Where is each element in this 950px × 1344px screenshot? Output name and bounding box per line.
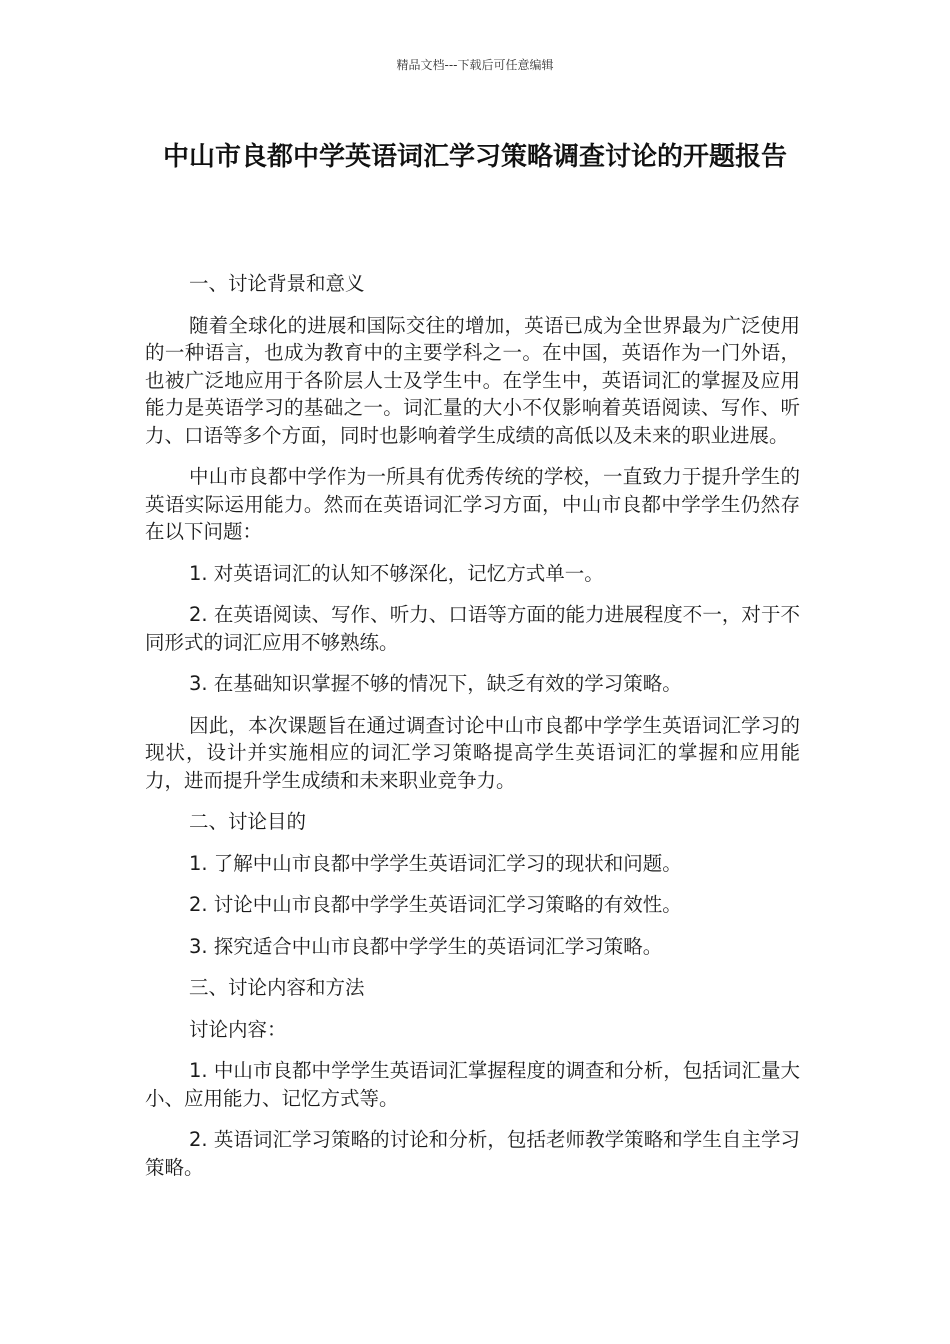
list-item: 2. 在英语阅读、写作、听力、口语等方面的能力进展程度不一，对于不同形式的词汇应用不够熟练。 (145, 603, 800, 654)
paragraph: 中山市良都中学作为一所具有优秀传统的学校，一直致力于提升学生的英语实际运用能力。然而在英语词汇学习方面，中山市良都中学学生仍然存在以下问题： (145, 465, 800, 543)
section-heading-background: 一、讨论背景和意义 (189, 272, 365, 295)
section-heading-content-method: 三、讨论内容和方法 (189, 976, 365, 999)
list-item: 1. 中山市良都中学学生英语词汇掌握程度的调查和分析，包括词汇量大小、应用能力、记忆方式等。 (145, 1059, 800, 1110)
list-item: 2. 讨论中山市良都中学学生英语词汇学习策略的有效性。 (189, 893, 682, 916)
document-body (145, 270, 800, 1181)
subheading-content: 讨论内容： (189, 1017, 287, 1041)
list-item: 1. 了解中山市良都中学学生英语词汇学习的现状和问题。 (189, 851, 682, 875)
section-heading-purpose: 二、讨论目的 (189, 810, 307, 833)
paragraph: 因此，本次课题旨在通过调查讨论中山市良都中学学生英语词汇学习的现状，设计并实施相应的词汇学习策略提高学生英语词汇的掌握和应用能力，进而提升学生成绩和未来职业竞争力。 (145, 713, 800, 792)
list-item: 1. 对英语词汇的认知不够深化，记忆方式单一。 (189, 561, 604, 585)
paragraph: 随着全球化的进展和国际交往的增加，英语已成为全世界最为广泛使用的一种语言，也成为教育中的主要学科之一。在中国，英语作为一门外语，也被广泛地应用于各阶层人士及学生中。在学生中，英语词汇的掌握及应用能力是英语学习的基础之一。词汇量的大小不仅影响着英语阅读、写作、听力、口语等多个方面，同时也影响着学生成绩的高低以及未来的职业进展。 (145, 313, 800, 447)
document-title: 中山市良都中学英语词汇学习策略调查讨论的开题报告 (162, 142, 787, 172)
list-item: 3. 在基础知识掌握不够的情况下，缺乏有效的学习策略。 (189, 672, 682, 695)
list-item: 2. 英语词汇学习策略的讨论和分析，包括老师教学策略和学生自主学习策略。 (145, 1128, 800, 1179)
page-header-note: 精品文档---下载后可任意编辑 (396, 58, 554, 72)
list-item: 3. 探究适合中山市良都中学学生的英语词汇学习策略。 (189, 934, 663, 958)
